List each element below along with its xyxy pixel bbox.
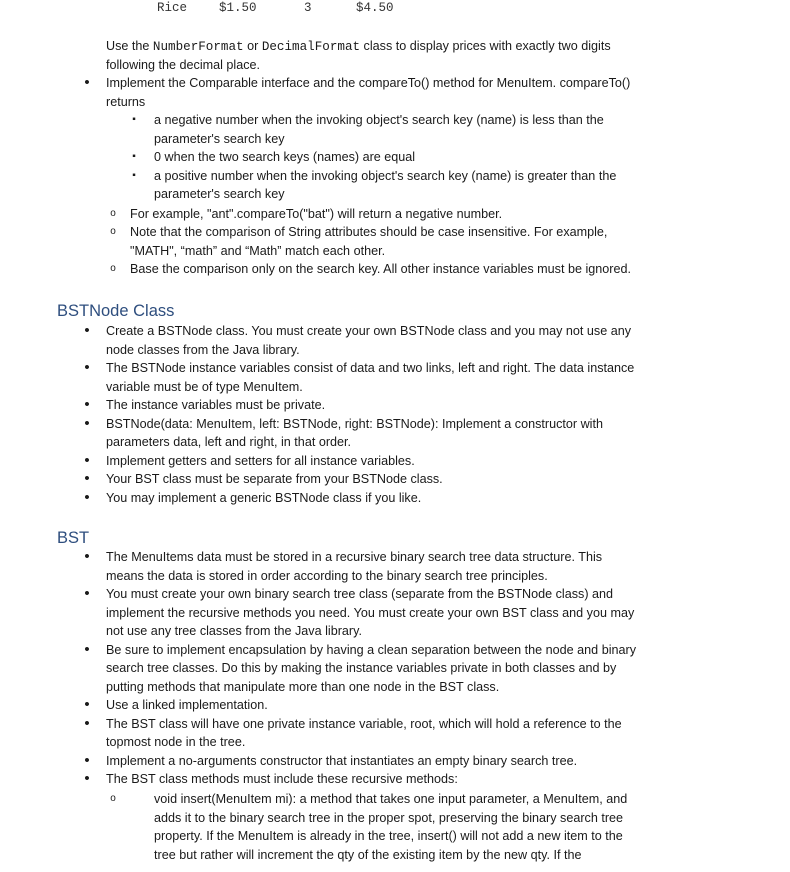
bullet-icon: •: [84, 359, 90, 376]
bst-method-line: property. If the MenuItem is already in the tree, insert() will not add a new item to the: [154, 829, 623, 843]
bstnode-requirement-line: The instance variables must be private.: [106, 398, 326, 412]
intro-line-2: following the decimal place.: [106, 57, 261, 72]
compareto-return-line: parameter's search key: [154, 187, 285, 201]
circle-bullet-icon: o: [110, 226, 116, 237]
intro-text: or: [243, 39, 262, 53]
bullet-icon: •: [84, 396, 90, 413]
bullet-icon: •: [84, 470, 90, 487]
bstnode-requirement-line: You may implement a generic BSTNode class if you like.: [106, 490, 422, 505]
square-bullet-icon: ▪: [132, 114, 136, 125]
bst-requirement-line: implement the recursive methods you need. You must create your own BST class and you may: [106, 605, 635, 620]
circle-bullet-icon: o: [110, 263, 116, 274]
bst-requirement-line: search tree classes. Do this by making the instance variables private in both classes and by: [106, 661, 617, 675]
bullet-icon: •: [84, 751, 90, 769]
bst-requirement-line: Be sure to implement encapsulation by having a clean separation between the node and binary: [106, 642, 636, 657]
bullet-icon: •: [84, 322, 90, 339]
bullet-icon: •: [84, 451, 90, 469]
intro-text: Use the: [106, 39, 153, 53]
bullet-icon: •: [84, 696, 90, 713]
bullet-icon: •: [84, 585, 90, 602]
intro-text: class to display prices with exactly two digits: [360, 39, 611, 53]
bst-requirement-line: putting methods that manipulate more than one node in the BST class.: [106, 679, 500, 694]
bst-heading: BST: [57, 529, 90, 547]
circle-bullet-icon: o: [110, 793, 116, 804]
comparable-note-line: For example, "ant".compareTo("bat") will return a negative number.: [130, 206, 503, 221]
bullet-icon: •: [84, 548, 90, 565]
comparable-note-line: "MATH", “math” and “Math” match each other.: [130, 243, 386, 258]
bst-requirement-line: The MenuItems data must be stored in a recursive binary search tree data structure. This: [106, 550, 603, 564]
bstnode-requirement-line: Implement getters and setters for all instance variables.: [106, 453, 415, 468]
numberformat-code: NumberFormat: [152, 40, 244, 54]
bst-requirement-line: Implement a no-arguments constructor that instantiates an empty binary search tree.: [106, 753, 578, 768]
comparable-note-line: Base the comparison only on the search key. All other instance variables must be ignored.: [130, 262, 631, 276]
bst-requirement-line: You must create your own binary search tree class (separate from the BSTNode class) and: [106, 587, 614, 601]
bst-requirement-line: not use any tree classes from the Java library.: [106, 624, 362, 638]
bstnode-requirement-line: The BSTNode instance variables consist of data and two links, left and right. The data instance: [106, 361, 635, 375]
bullet-icon: •: [84, 488, 90, 506]
table-cell-qty: 3: [304, 1, 312, 15]
bst-requirement-line: The BST class methods must include these recursive methods:: [106, 772, 458, 786]
bst-method-line: tree but rather will increment the qty of the existing item by the new qty. If the: [154, 847, 582, 862]
bullet-icon: •: [84, 640, 90, 658]
bst-method-line: adds it to the binary search tree in the proper spot, preserving the binary search tree: [154, 810, 624, 825]
table-cell-price: $1.50: [219, 1, 257, 15]
bst-method-line: void insert(MenuItem mi): a method that takes one input parameter, a MenuItem, and: [154, 792, 628, 806]
bst-requirement-line: topmost node in the tree.: [106, 735, 246, 749]
bst-requirement-line: Use a linked implementation.: [106, 698, 268, 712]
table-cell-total: $4.50: [356, 1, 394, 15]
compareto-return-line: a positive number when the invoking object's search key (name) is greater than the: [154, 168, 617, 183]
comparable-line-2: returns: [106, 94, 146, 109]
intro-line-1: [106, 37, 611, 56]
bstnode-requirement-line: parameters data, left and right, in that order.: [106, 435, 352, 449]
comparable-line-1: Implement the Comparable interface and the compareTo() method for MenuItem. compareTo(): [106, 76, 631, 90]
square-bullet-icon: ▪: [132, 169, 136, 181]
bullet-icon: •: [84, 74, 90, 91]
bstnode-requirement-line: node classes from the Java library.: [106, 342, 300, 357]
bullet-icon: •: [84, 714, 90, 732]
bullet-icon: •: [84, 414, 90, 432]
compareto-return-line: parameter's search key: [154, 131, 285, 146]
bstnode-requirement-line: Your BST class must be separate from your BSTNode class.: [106, 472, 443, 486]
table-cell-name: Rice: [157, 1, 188, 15]
decimalformat-code: DecimalFormat: [261, 40, 361, 54]
comparable-note-line: Note that the comparison of String attributes should be case insensitive. For example,: [130, 225, 608, 239]
bst-requirement-line: The BST class will have one private instance variable, root, which will hold a reference to the: [106, 716, 622, 731]
table-row-rice: [0, 0, 790, 18]
bstnode-requirement-line: Create a BSTNode class. You must create your own BSTNode class and you may not use any: [106, 324, 632, 338]
square-bullet-icon: ▪: [132, 151, 136, 162]
bstnode-heading: BSTNode Class: [57, 302, 175, 320]
compareto-return-line: 0 when the two search keys (names) are equal: [154, 150, 416, 164]
compareto-return-line: a negative number when the invoking object's search key (name) is less than the: [154, 113, 604, 127]
bullet-icon: •: [84, 770, 90, 787]
bstnode-requirement-line: variable must be of type MenuItem.: [106, 379, 303, 394]
bst-requirement-line: means the data is stored in order according to the binary search tree principles.: [106, 568, 548, 583]
bstnode-requirement-line: BSTNode(data: MenuItem, left: BSTNode, right: BSTNode): Implement a constructor with: [106, 416, 603, 431]
circle-bullet-icon: o: [110, 207, 116, 219]
